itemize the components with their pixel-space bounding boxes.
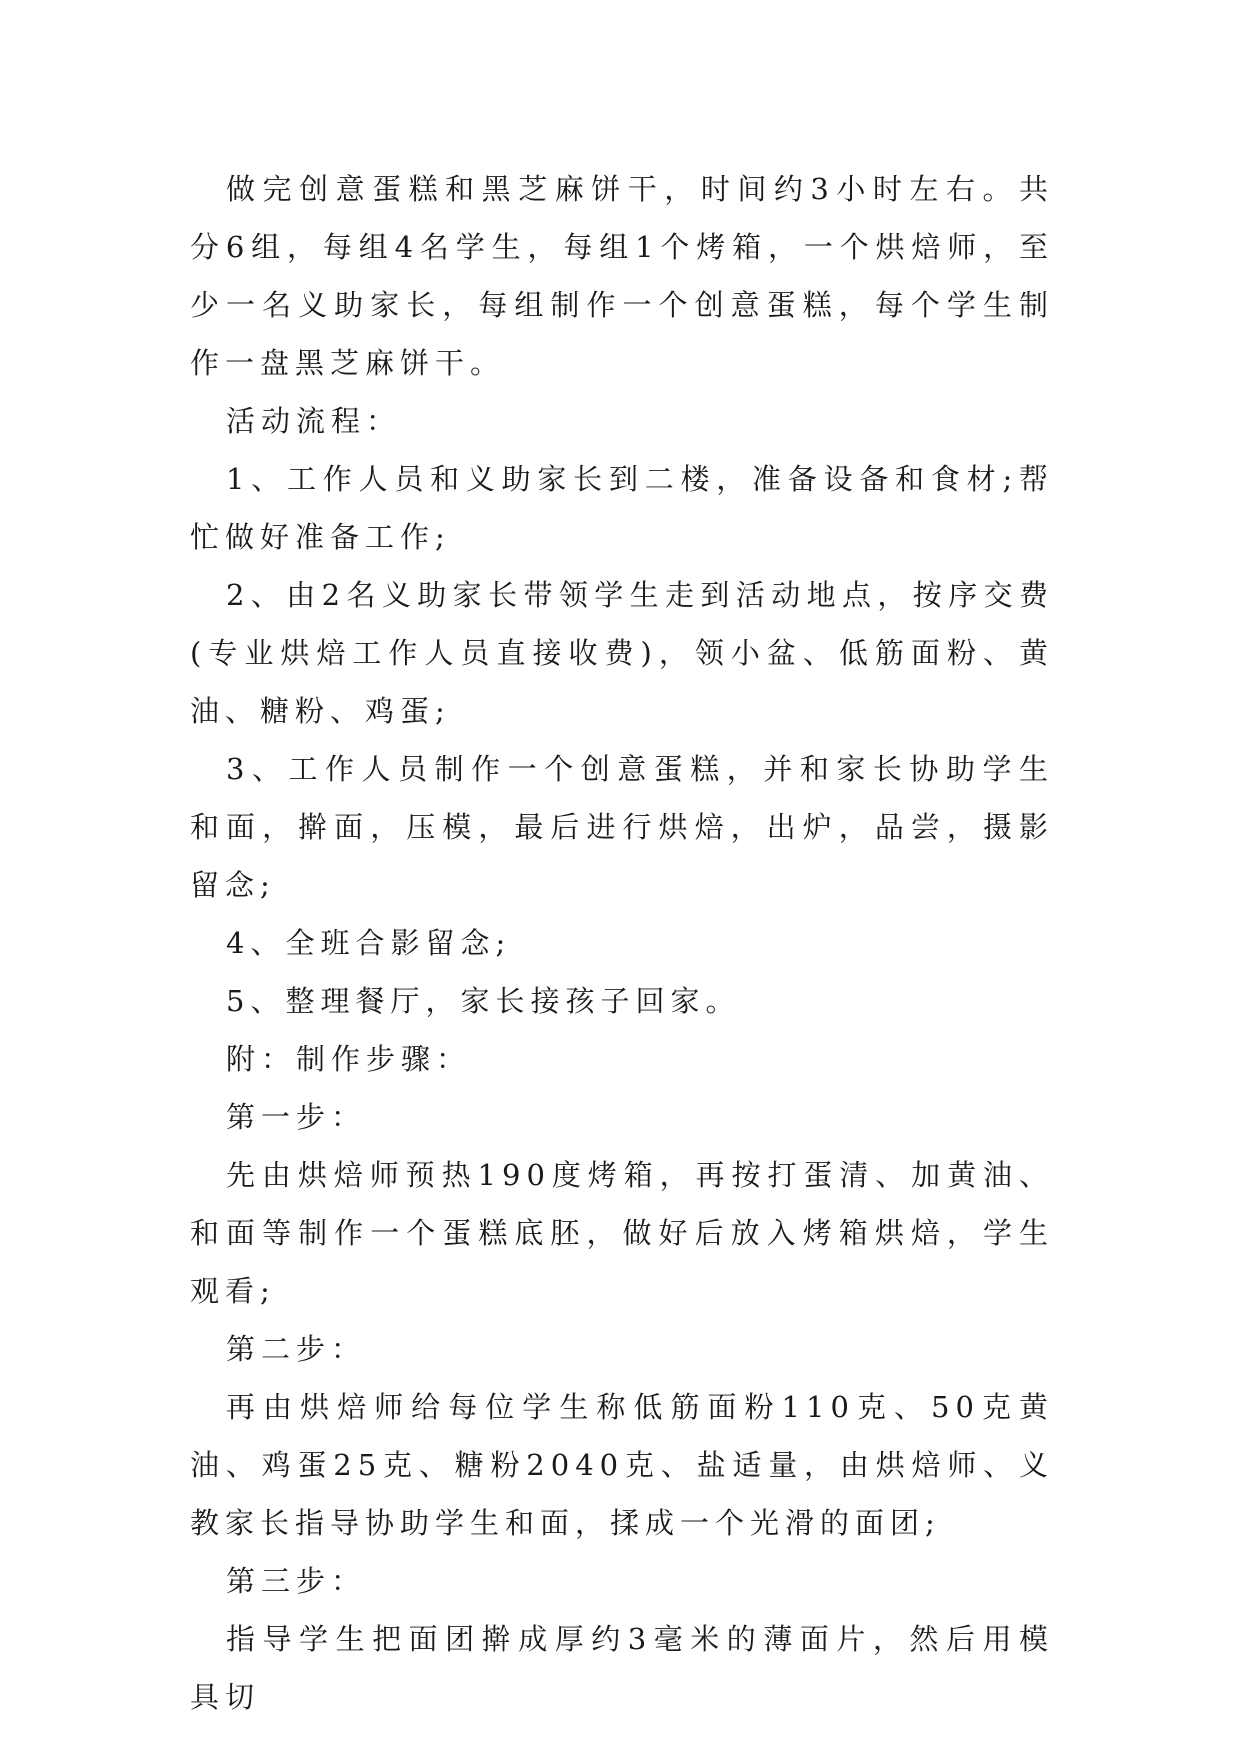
paragraph-step-three-heading: 第三步： <box>226 1564 367 1598</box>
paragraph-step-item-5: 5、整理餐厅，家长接孩子回家。 <box>226 984 741 1018</box>
paragraph-step-item-2: 2、由2名义助家长带领学生走到活动地点，按序交费(专业烘焙工作人员直接收费)，领小盆、低筋面粉、黄油、糖粉、鸡蛋; <box>190 578 1054 728</box>
paragraph-appendix-heading: 附：制作步骤： <box>226 1042 472 1076</box>
paragraph-activity-flow-heading: 活动流程： <box>226 404 402 438</box>
paragraph-step-item-1: 1、工作人员和义助家长到二楼，准备设备和食材;帮忙做好准备工作; <box>190 462 1054 554</box>
paragraph-step-one-heading: 第一步： <box>226 1100 367 1134</box>
paragraph-step-item-4: 4、全班合影留念; <box>226 926 512 960</box>
paragraph-step-item-3: 3、工作人员制作一个创意蛋糕，并和家长协助学生和面，擀面，压模，最后进行烘焙，出炉，品尝，摄影留念; <box>190 752 1054 902</box>
paragraph-step-one-body: 先由烘焙师预热190度烤箱，再按打蛋清、加黄油、和面等制作一个蛋糕底胚，做好后放入烤箱烘焙，学生观看; <box>190 1158 1054 1308</box>
document-body <box>190 160 1054 1726</box>
paragraph-step-two-body: 再由烘焙师给每位学生称低筋面粉110克、50克黄油、鸡蛋25克、糖粉2040克、盐适量，由烘焙师、义教家长指导协助学生和面，揉成一个光滑的面团; <box>190 1390 1054 1540</box>
paragraph-intro: 做完创意蛋糕和黑芝麻饼干，时间约3小时左右。共分6组，每组4名学生，每组1个烤箱，一个烘焙师，至少一名义助家长，每组制作一个创意蛋糕，每个学生制作一盘黑芝麻饼干。 <box>190 172 1054 380</box>
paragraph-step-two-heading: 第二步： <box>226 1332 367 1366</box>
paragraph-step-three-body: 指导学生把面团擀成厚约3毫米的薄面片，然后用模具切 <box>190 1622 1054 1714</box>
